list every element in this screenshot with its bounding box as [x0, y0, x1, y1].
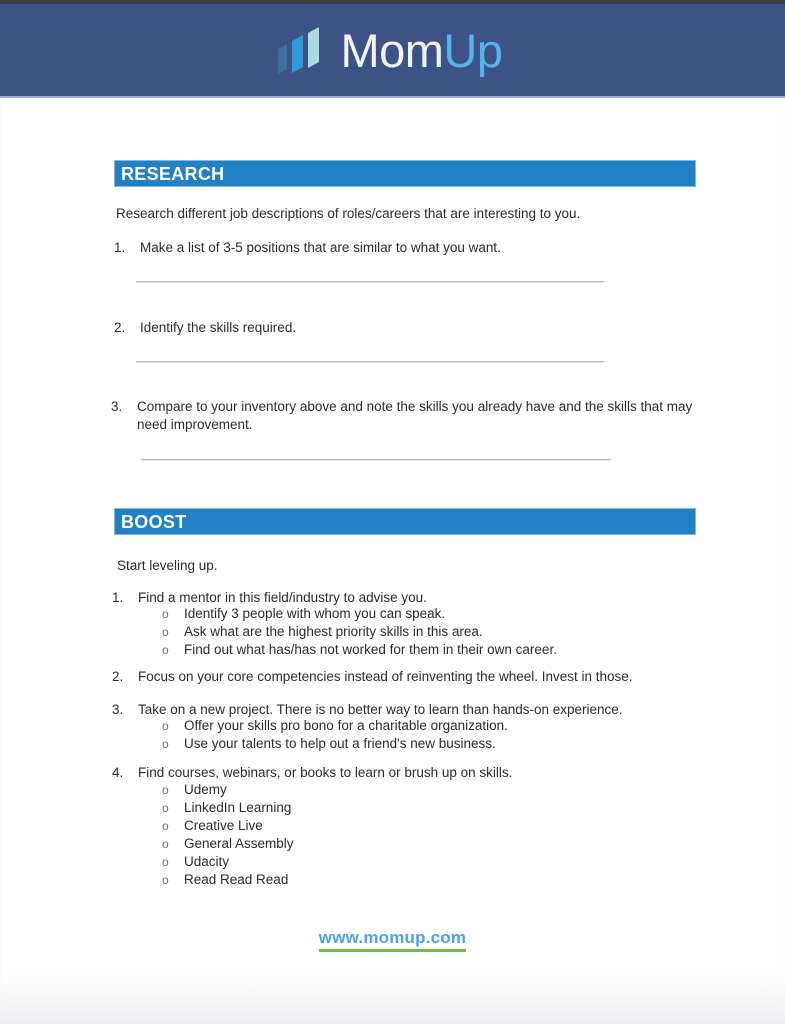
research-answer-rule-3[interactable] [141, 459, 611, 461]
boost-item-3-sub-1: Offer your skills pro bono for a charitable organization. [184, 718, 508, 733]
circle-bullet-icon: o [162, 836, 169, 851]
boost-item-3-sublist [162, 717, 702, 753]
circle-bullet-icon: o [162, 719, 169, 733]
boost-item-1-sub-2: Ask what are the highest priority skills in this area. [184, 623, 483, 639]
list-item [162, 853, 702, 871]
boost-item-4-sub-1: Udemy [184, 782, 227, 797]
boost-item-3-text: Take on a new project. There is no better way to learn than hands-on experience. [138, 702, 623, 717]
research-item-3-marker: 3. [111, 399, 123, 414]
list-item [162, 817, 702, 835]
research-answer-rule-2[interactable] [136, 361, 604, 363]
brand-header-band [0, 4, 785, 96]
boost-item-4-sublist [162, 781, 702, 889]
research-item-2 [114, 319, 714, 337]
research-item-3-text: Compare to your inventory above and note the skills you already have and the skills that may need improvement. [137, 399, 693, 433]
circle-bullet-icon: o [162, 818, 169, 833]
footer [0, 928, 785, 952]
momup-logo-mark-icon [270, 22, 326, 78]
section-header-research [114, 160, 696, 187]
boost-intro-text: Start leveling up. [117, 558, 218, 573]
boost-item-4-sub-6: Read Read Read [184, 871, 289, 887]
boost-item-4 [112, 764, 712, 782]
wordmark-mom: Mom [340, 23, 444, 77]
circle-bullet-icon: o [162, 783, 169, 797]
boost-item-3-marker: 3. [112, 702, 124, 717]
boost-item-4-sub-2: LinkedIn Learning [184, 799, 292, 815]
list-item [162, 623, 702, 641]
list-item [162, 641, 702, 659]
list-item [162, 871, 702, 889]
boost-item-2 [112, 668, 712, 686]
boost-item-1-text: Find a mentor in this field/industry to advise you. [138, 590, 427, 605]
wordmark-up: Up [443, 23, 503, 77]
research-item-3 [111, 398, 703, 434]
list-item [162, 781, 702, 799]
research-item-1-marker: 1. [114, 240, 126, 255]
list-item [162, 735, 702, 753]
momup-logo [270, 22, 502, 78]
circle-bullet-icon: o [162, 624, 169, 639]
boost-item-4-sub-3: Creative Live [184, 817, 263, 833]
momup-wordmark [340, 23, 503, 77]
research-intro-text: Research different job descriptions of roles/careers that are interesting to you. [116, 206, 581, 221]
circle-bullet-icon: o [162, 642, 169, 657]
section-header-boost [114, 508, 696, 535]
circle-bullet-icon: o [162, 854, 169, 869]
research-item-2-marker: 2. [114, 320, 126, 335]
boost-item-2-text: Focus on your core competencies instead of reinventing the wheel. Invest in those. [138, 669, 633, 684]
boost-item-1-marker: 1. [112, 590, 124, 605]
brand-band-divider [0, 96, 785, 98]
circle-bullet-icon: o [162, 872, 169, 887]
boost-item-1-sublist [162, 605, 702, 659]
circle-bullet-icon: o [162, 736, 169, 751]
section-title-research: RESEARCH [121, 163, 225, 184]
circle-bullet-icon: o [162, 607, 169, 621]
list-item [162, 605, 702, 623]
boost-item-4-text: Find courses, webinars, or books to learn or brush up on skills. [138, 765, 513, 780]
circle-bullet-icon: o [162, 800, 169, 815]
momup-website-link[interactable]: www.momup.com [319, 928, 466, 952]
section-title-boost: BOOST [121, 511, 187, 532]
research-item-1 [114, 239, 714, 257]
boost-item-4-sub-4: General Assembly [184, 835, 294, 851]
research-answer-rule-1[interactable] [136, 281, 604, 283]
page-left-edge [0, 96, 2, 1024]
list-item [162, 835, 702, 853]
boost-item-3-sub-2: Use your talents to help out a friend's new business. [184, 735, 496, 751]
research-item-1-text: Make a list of 3-5 positions that are similar to what you want. [140, 240, 501, 255]
boost-item-1-sub-1: Identify 3 people with whom you can speak. [184, 606, 446, 621]
page-bottom-shading [0, 969, 785, 1024]
list-item [162, 799, 702, 817]
research-item-2-text: Identify the skills required. [140, 320, 297, 335]
boost-item-1-sub-3: Find out what has/has not worked for them in their own career. [184, 641, 557, 657]
boost-item-4-sub-5: Udacity [184, 853, 230, 869]
boost-item-4-marker: 4. [112, 765, 124, 780]
list-item [162, 717, 702, 735]
boost-item-2-marker: 2. [112, 669, 124, 684]
